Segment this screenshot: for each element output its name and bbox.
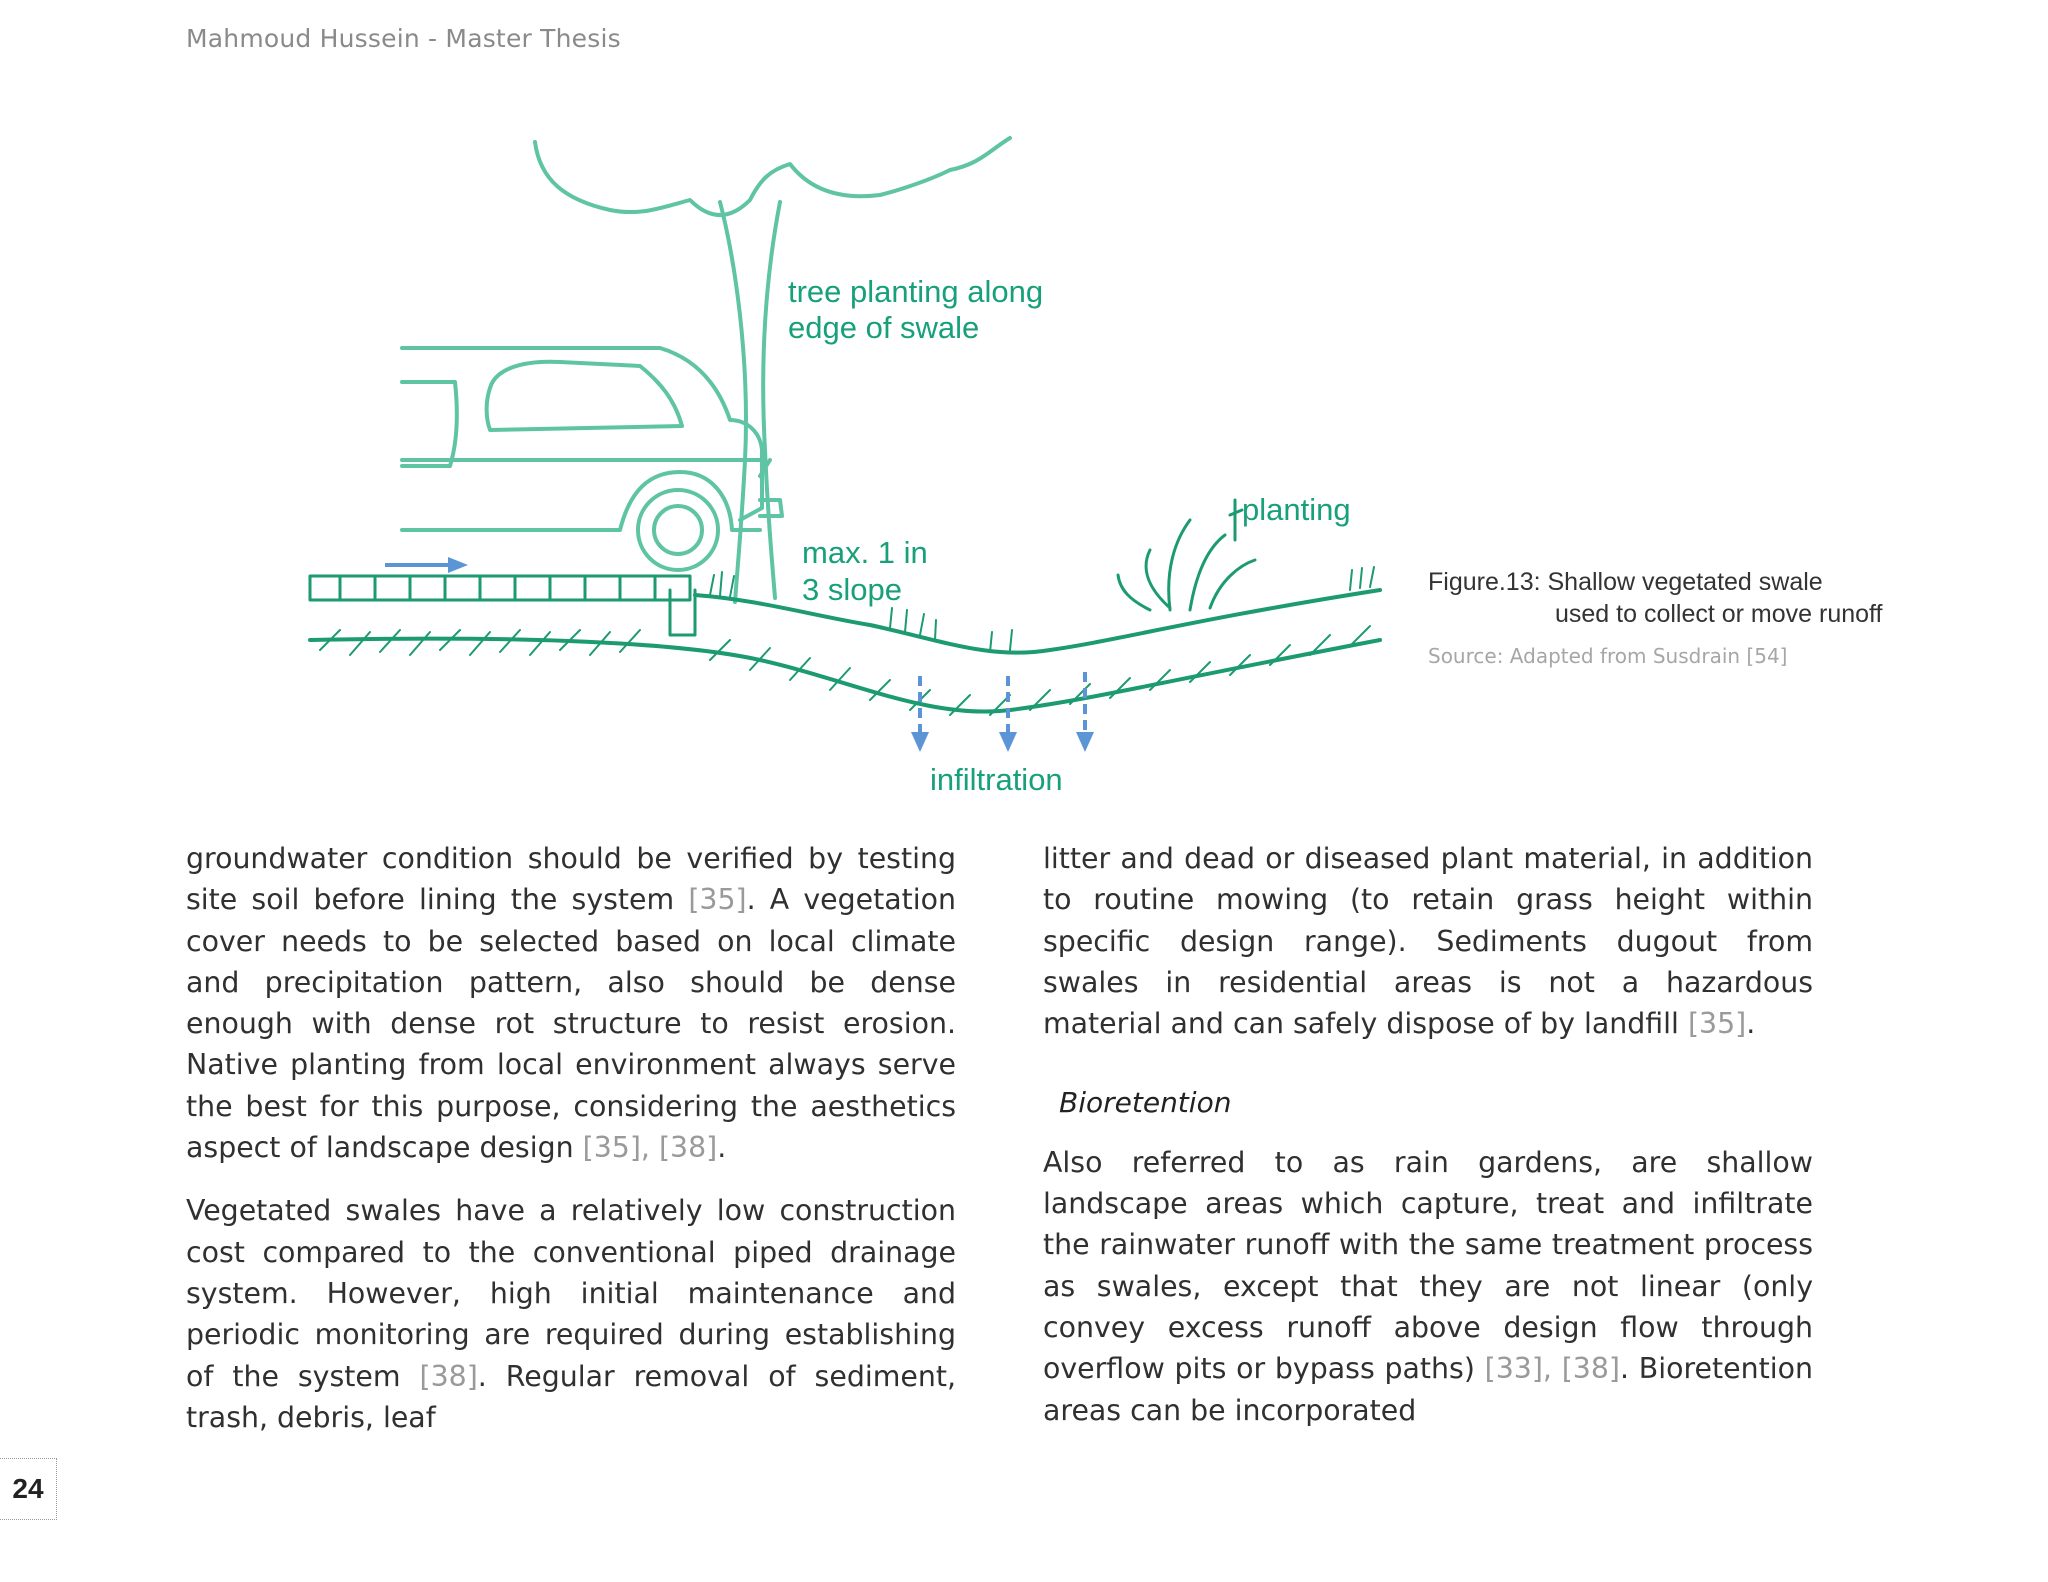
label-tree-line1: tree planting along [788,274,1044,309]
page-number: 24 [0,1458,57,1520]
label-slope-line2: 3 slope [802,572,902,607]
left-paragraph-2: Vegetated swales have a relatively low construction cost compared to the conventional piped drainage system. However, high initial maintenance and periodic monitoring are required during establishing of the system [38]. Regular removal of sediment, trash, debris, leaf [186,1194,956,1434]
tree-canopy [535,138,1010,215]
label-tree-line2: edge of swale [788,310,980,345]
section-heading-bioretention: Bioretention [1059,1086,1232,1120]
citation[interactable]: [38] [419,1359,478,1393]
right-paragraph-1: litter and dead or diseased plant material, in addition to routine mowing (to retain grass height within specific design range). Sediments dugout from swales in residential areas is not a hazardous material and can safely dispose of by landfill [35]. [1043,842,1813,1041]
planting-sketch [1118,500,1255,610]
label-infiltration: infiltration [930,762,1063,797]
label-slope-line1: max. 1 in [802,535,928,570]
ground-line [310,639,1380,712]
caption-line1: Figure.13: Shallow vegetated swale [1428,568,1823,596]
caption-line2: used to collect or move runoff [1555,600,1883,628]
right-column [1043,838,1813,1431]
label-planting: planting [1242,492,1351,527]
swale-illustration [290,120,1420,810]
citation[interactable]: [33], [38] [1484,1352,1620,1386]
citation[interactable]: [35] [1687,1007,1747,1041]
figure-caption [1428,566,1988,630]
right-paragraph-2: Also referred to as rain gardens, are shallow landscape areas which capture, treat and infiltrate the rainwater runoff with the same treatment process as swales, except that they are not linear (only convey excess runoff above design flow through overflow pits or bypass paths) [33], [38]. Bioretention areas can be incorporated [1043,1145,1813,1427]
citation[interactable]: [35], [38] [582,1131,718,1165]
citation[interactable]: [35] [688,883,747,917]
runoff-arrow [385,557,468,573]
car-sketch [402,348,782,570]
running-header: Mahmoud Hussein - Master Thesis [186,24,621,53]
soil-line [695,590,1380,653]
figure-source: Source: Adapted from Susdrain [54] [1428,644,1788,668]
tree-trunk [720,202,780,602]
left-paragraph-1: groundwater condition should be verified by testing site soil before lining the system [35]. A vegetation cover needs to be selected based on local climate and precipitation pattern, also should be dense enough with dense rot structure to resist erosion. Native planting from local environment always serve the best for this purpose, considering the aesthetics aspect of landscape design [35], [38]. [186,842,957,1165]
left-column [186,838,956,1438]
paving-blocks [310,576,695,635]
